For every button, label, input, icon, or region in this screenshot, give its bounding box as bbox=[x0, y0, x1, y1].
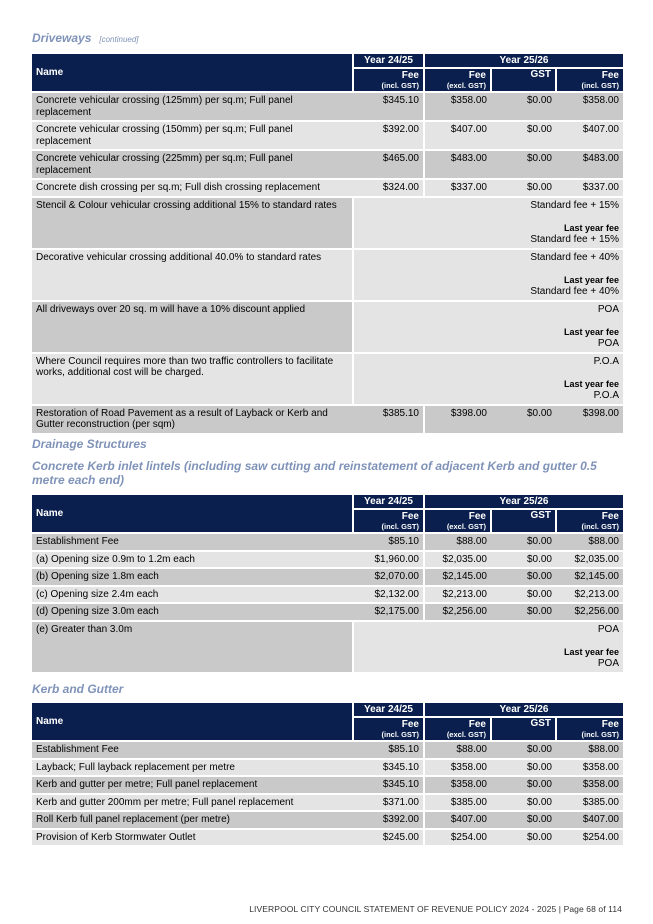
fee-curr-excl: $407.00 bbox=[424, 811, 491, 829]
last-year-fee-label: Last year fee bbox=[563, 223, 619, 233]
fee-curr-incl: $2,256.00 bbox=[556, 603, 623, 621]
table-row bbox=[32, 533, 623, 551]
col-header-fee-prev: Fee (incl. GST) bbox=[353, 717, 424, 741]
col-header-fee-incl: Fee (incl. GST) bbox=[556, 509, 623, 533]
col-header-fee-excl: Fee (excl. GST) bbox=[424, 68, 491, 92]
row-name: Provision of Kerb Stormwater Outlet bbox=[32, 829, 353, 847]
fee-prev-incl: $85.10 bbox=[353, 741, 424, 759]
current-fee: POA bbox=[597, 623, 619, 635]
fee-curr-excl: $385.00 bbox=[424, 794, 491, 812]
fee-curr-excl: $2,145.00 bbox=[424, 568, 491, 586]
current-fee: POA bbox=[597, 303, 619, 315]
fee-curr-excl: $407.00 bbox=[424, 121, 491, 150]
table-row bbox=[32, 621, 623, 673]
gst-value: $0.00 bbox=[491, 568, 556, 586]
col-header-name: Name bbox=[32, 54, 353, 92]
merged-fee-cell bbox=[353, 353, 623, 405]
row-name: Concrete dish crossing per sq.m; Full dish crossing replacement bbox=[32, 179, 353, 197]
row-name: (b) Opening size 1.8m each bbox=[32, 568, 353, 586]
last-year-fee: P.O.A bbox=[593, 390, 619, 401]
col-header-fee-excl: Fee (excl. GST) bbox=[424, 717, 491, 741]
fee-curr-excl: $2,035.00 bbox=[424, 551, 491, 569]
fee-curr-incl: $407.00 bbox=[556, 121, 623, 150]
fee-curr-excl: $398.00 bbox=[424, 405, 491, 434]
last-year-fee-label: Last year fee bbox=[563, 327, 619, 337]
gst-value: $0.00 bbox=[491, 551, 556, 569]
row-name: Kerb and gutter 200mm per metre; Full panel replacement bbox=[32, 794, 353, 812]
gst-value: $0.00 bbox=[491, 741, 556, 759]
table-row bbox=[32, 405, 623, 434]
fee-curr-incl: $358.00 bbox=[556, 776, 623, 794]
table-row bbox=[32, 121, 623, 150]
row-name: Establishment Fee bbox=[32, 741, 353, 759]
table-row bbox=[32, 179, 623, 197]
table-row bbox=[32, 586, 623, 604]
table-row bbox=[32, 741, 623, 759]
table-row bbox=[32, 568, 623, 586]
last-year-fee-label: Last year fee bbox=[563, 275, 619, 285]
fee-curr-incl: $385.00 bbox=[556, 794, 623, 812]
row-name: (e) Greater than 3.0m bbox=[32, 621, 353, 673]
col-header-gst: GST bbox=[491, 509, 556, 533]
gst-value: $0.00 bbox=[491, 603, 556, 621]
fee-curr-incl: $88.00 bbox=[556, 741, 623, 759]
fee-curr-excl: $358.00 bbox=[424, 759, 491, 777]
col-header-fee-incl: Fee (incl. GST) bbox=[556, 68, 623, 92]
section-subtitle-drainage: Concrete Kerb inlet lintels (including saw cutting and reinstatement of adjacent Kerb and gutter 0.5 metre each end) bbox=[32, 459, 597, 487]
row-name: (c) Opening size 2.4m each bbox=[32, 586, 353, 604]
gst-value: $0.00 bbox=[491, 92, 556, 121]
fee-curr-excl: $88.00 bbox=[424, 741, 491, 759]
row-name: Restoration of Road Pavement as a result of Layback or Kerb and Gutter reconstruction (per sqm) bbox=[32, 405, 353, 434]
fee-prev-incl: $392.00 bbox=[353, 121, 424, 150]
fee-curr-incl: $88.00 bbox=[556, 533, 623, 551]
gst-value: $0.00 bbox=[491, 794, 556, 812]
fee-prev-incl: $245.00 bbox=[353, 829, 424, 847]
fee-curr-excl: $2,213.00 bbox=[424, 586, 491, 604]
table-row bbox=[32, 776, 623, 794]
last-year-fee: POA bbox=[597, 338, 619, 349]
fee-prev-incl: $345.10 bbox=[353, 759, 424, 777]
current-fee: Standard fee + 40% bbox=[530, 251, 619, 263]
section-title-driveways bbox=[32, 31, 139, 45]
row-name: Concrete vehicular crossing (125mm) per sq.m; Full panel replacement bbox=[32, 92, 353, 121]
fee-prev-incl: $465.00 bbox=[353, 150, 424, 179]
fee-prev-incl: $2,132.00 bbox=[353, 586, 424, 604]
table-row bbox=[32, 794, 623, 812]
table-row bbox=[32, 150, 623, 179]
fee-prev-incl: $392.00 bbox=[353, 811, 424, 829]
merged-fee-cell bbox=[353, 301, 623, 353]
fee-curr-excl: $254.00 bbox=[424, 829, 491, 847]
gst-value: $0.00 bbox=[491, 776, 556, 794]
row-name: All driveways over 20 sq. m will have a 10% discount applied bbox=[32, 301, 353, 353]
current-fee: P.O.A bbox=[593, 355, 619, 367]
row-name: (a) Opening size 0.9m to 1.2m each bbox=[32, 551, 353, 569]
table-row bbox=[32, 353, 623, 405]
fee-curr-incl: $407.00 bbox=[556, 811, 623, 829]
fee-curr-incl: $398.00 bbox=[556, 405, 623, 434]
row-name: Kerb and gutter per metre; Full panel replacement bbox=[32, 776, 353, 794]
gst-value: $0.00 bbox=[491, 150, 556, 179]
fee-curr-incl: $2,145.00 bbox=[556, 568, 623, 586]
fee-prev-incl: $2,070.00 bbox=[353, 568, 424, 586]
col-header-fee-prev: Fee (incl. GST) bbox=[353, 68, 424, 92]
gst-value: $0.00 bbox=[491, 586, 556, 604]
row-name: (d) Opening size 3.0m each bbox=[32, 603, 353, 621]
table-row bbox=[32, 249, 623, 301]
col-header-gst: GST bbox=[491, 717, 556, 741]
row-name: Where Council requires more than two traffic controllers to facilitate works, additional cost will be charged. bbox=[32, 353, 353, 405]
gst-value: $0.00 bbox=[491, 829, 556, 847]
section-title-kerb: Kerb and Gutter bbox=[32, 682, 124, 696]
col-header-fee-prev: Fee (incl. GST) bbox=[353, 509, 424, 533]
table-row bbox=[32, 301, 623, 353]
page-footer: LIVERPOOL CITY COUNCIL STATEMENT OF REVENUE POLICY 2024 - 2025 | Page 68 of 114 bbox=[249, 904, 622, 914]
table-row bbox=[32, 197, 623, 249]
gst-value: $0.00 bbox=[491, 533, 556, 551]
table-row bbox=[32, 811, 623, 829]
fee-curr-incl: $483.00 bbox=[556, 150, 623, 179]
fee-prev-incl: $371.00 bbox=[353, 794, 424, 812]
last-year-fee: POA bbox=[597, 658, 619, 669]
row-name: Stencil & Colour vehicular crossing additional 15% to standard rates bbox=[32, 197, 353, 249]
col-header-fee-excl: Fee (excl. GST) bbox=[424, 509, 491, 533]
gst-value: $0.00 bbox=[491, 759, 556, 777]
fee-prev-incl: $345.10 bbox=[353, 776, 424, 794]
fee-prev-incl: $1,960.00 bbox=[353, 551, 424, 569]
fee-curr-excl: $88.00 bbox=[424, 533, 491, 551]
kerb-fee-table bbox=[32, 703, 623, 847]
section-title-text: Driveways bbox=[32, 31, 92, 45]
fee-prev-incl: $85.10 bbox=[353, 533, 424, 551]
row-name: Concrete vehicular crossing (150mm) per sq.m; Full panel replacement bbox=[32, 121, 353, 150]
table-row bbox=[32, 551, 623, 569]
fee-curr-incl: $2,035.00 bbox=[556, 551, 623, 569]
last-year-fee-label: Last year fee bbox=[563, 647, 619, 657]
row-name: Roll Kerb full panel replacement (per metre) bbox=[32, 811, 353, 829]
fee-curr-incl: $358.00 bbox=[556, 92, 623, 121]
last-year-fee: Standard fee + 40% bbox=[530, 286, 619, 297]
gst-value: $0.00 bbox=[491, 811, 556, 829]
merged-fee-cell bbox=[353, 621, 623, 673]
row-name: Decorative vehicular crossing additional 40.0% to standard rates bbox=[32, 249, 353, 301]
table-row bbox=[32, 759, 623, 777]
fee-curr-incl: $254.00 bbox=[556, 829, 623, 847]
col-header-name: Name bbox=[32, 495, 353, 533]
row-name: Establishment Fee bbox=[32, 533, 353, 551]
row-name: Layback; Full layback replacement per metre bbox=[32, 759, 353, 777]
merged-fee-cell bbox=[353, 249, 623, 301]
fee-curr-incl: $337.00 bbox=[556, 179, 623, 197]
col-header-gst: GST bbox=[491, 68, 556, 92]
fee-curr-excl: $337.00 bbox=[424, 179, 491, 197]
col-header-year-curr: Year 25/26 bbox=[424, 703, 623, 717]
row-name: Concrete vehicular crossing (225mm) per sq.m; Full panel replacement bbox=[32, 150, 353, 179]
fee-prev-incl: $385.10 bbox=[353, 405, 424, 434]
continued-label: [continued] bbox=[99, 35, 139, 44]
fee-curr-excl: $2,256.00 bbox=[424, 603, 491, 621]
driveways-fee-table bbox=[32, 54, 623, 435]
col-header-year-curr: Year 25/26 bbox=[424, 54, 623, 68]
col-header-fee-incl: Fee (incl. GST) bbox=[556, 717, 623, 741]
fee-curr-excl: $483.00 bbox=[424, 150, 491, 179]
gst-value: $0.00 bbox=[491, 405, 556, 434]
section-title-drainage: Drainage Structures bbox=[32, 437, 147, 451]
fee-prev-incl: $345.10 bbox=[353, 92, 424, 121]
col-header-year-prev: Year 24/25 bbox=[353, 703, 424, 717]
fee-prev-incl: $324.00 bbox=[353, 179, 424, 197]
table-row bbox=[32, 829, 623, 847]
fee-prev-incl: $2,175.00 bbox=[353, 603, 424, 621]
last-year-fee-label: Last year fee bbox=[563, 379, 619, 389]
table-row bbox=[32, 92, 623, 121]
gst-value: $0.00 bbox=[491, 121, 556, 150]
fee-curr-incl: $2,213.00 bbox=[556, 586, 623, 604]
table-row bbox=[32, 603, 623, 621]
drainage-fee-table bbox=[32, 495, 623, 674]
merged-fee-cell bbox=[353, 197, 623, 249]
col-header-name: Name bbox=[32, 703, 353, 741]
col-header-year-prev: Year 24/25 bbox=[353, 495, 424, 509]
last-year-fee: Standard fee + 15% bbox=[530, 234, 619, 245]
col-header-year-curr: Year 25/26 bbox=[424, 495, 623, 509]
fee-curr-excl: $358.00 bbox=[424, 776, 491, 794]
current-fee: Standard fee + 15% bbox=[530, 199, 619, 211]
gst-value: $0.00 bbox=[491, 179, 556, 197]
col-header-year-prev: Year 24/25 bbox=[353, 54, 424, 68]
fee-curr-incl: $358.00 bbox=[556, 759, 623, 777]
fee-curr-excl: $358.00 bbox=[424, 92, 491, 121]
